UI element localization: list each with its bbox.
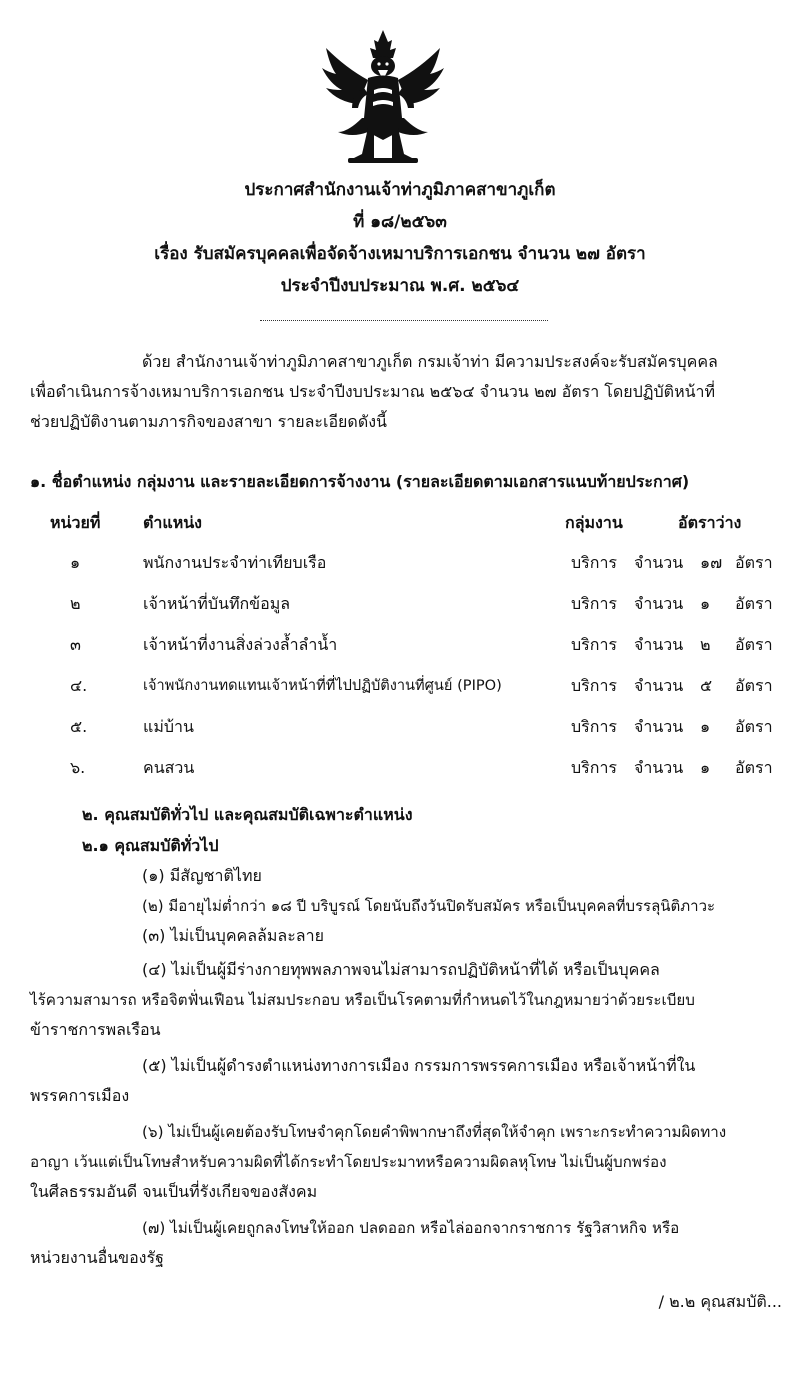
header-unit: หน่วยที่ (50, 513, 101, 532)
row-unit: ๕. (70, 717, 88, 736)
section-1-title: ๑. ชื่อตำแหน่ง กลุ่มงาน และรายละเอียดการจ้างงาน (รายละเอียดตามเอกสารแนบท้ายประกาศ) (30, 472, 690, 491)
intro-line: เพื่อดำเนินการจ้างเหมาบริการเอกชน ประจำปีงบประมาณ ๒๕๖๔ จำนวน ๒๗ อัตรา โดยปฏิบัติหน้าที่ (30, 382, 716, 401)
intro-line: ช่วยปฏิบัติงานตามภารกิจของสาขา รายละเอียดดังนี้ (30, 412, 387, 431)
row-position: เจ้าหน้าที่งานสิ่งล่วงล้ำลำน้ำ (143, 635, 338, 654)
row-group: บริการ (571, 594, 618, 613)
row-group: บริการ (571, 717, 618, 736)
intro-line: ด้วย สำนักงานเจ้าท่าภูมิภาคสาขาภูเก็ต กรมเจ้าท่า มีความประสงค์จะรับสมัครบุคคล (142, 352, 718, 371)
qualification-item: (๑) มีสัญชาติไทย (142, 866, 262, 885)
qualification-item: หน่วยงานอื่นของรัฐ (30, 1248, 164, 1267)
row-unit: ๔. (70, 676, 88, 695)
qualification-item: ข้าราชการพลเรือน (30, 1020, 161, 1039)
dotted-divider (260, 320, 548, 321)
announcement-number: ที่ ๑๘/๒๕๖๓ (353, 212, 447, 232)
row-count-label: จำนวน (634, 553, 684, 572)
qualification-item: (๗) ไม่เป็นผู้เคยถูกลงโทษให้ออก ปลดออก หรือไล่ออกจากราชการ รัฐวิสาหกิจ หรือ (142, 1219, 680, 1237)
row-unit: ๖. (70, 758, 86, 777)
announcement-fiscal-year: ประจำปีงบประมาณ พ.ศ. ๒๕๖๔ (280, 276, 520, 296)
row-position: เจ้าพนักงานทดแทนเจ้าหน้าที่ที่ไปปฏิบัติงานที่ศูนย์ (PIPO) (143, 677, 502, 694)
row-count: ๑ (700, 758, 711, 777)
qualification-item: พรรคการเมือง (30, 1086, 130, 1105)
section-2-title: ๒. คุณสมบัติทั่วไป และคุณสมบัติเฉพาะตำแหน่ง (82, 805, 413, 824)
row-position: คนสวน (143, 758, 195, 777)
qualification-item: ในศีลธรรมอันดี จนเป็นที่รังเกียจของสังคม (30, 1182, 318, 1201)
row-count-label: จำนวน (634, 676, 684, 695)
row-position: เจ้าหน้าที่บันทึกข้อมูล (143, 594, 291, 613)
table-row (0, 674, 800, 696)
row-unit: ๑ (70, 553, 81, 572)
qualification-item: ไร้ความสามารถ หรือจิตฟั่นเฟือน ไม่สมประกอบ หรือเป็นโรคตามที่กำหนดไว้ในกฎหมายว่าด้วยระเบียบ (30, 991, 695, 1009)
garuda-emblem-icon (318, 28, 448, 166)
positions-table-header (0, 511, 800, 533)
table-row (0, 756, 800, 778)
header-vacancy: อัตราว่าง (678, 513, 742, 532)
table-row (0, 551, 800, 573)
row-rate: อัตรา (735, 676, 773, 695)
announcement-title: ประกาศสำนักงานเจ้าท่าภูมิภาคสาขาภูเก็ต (244, 180, 556, 200)
row-group: บริการ (571, 758, 618, 777)
row-rate: อัตรา (735, 717, 773, 736)
row-count: ๑ (700, 717, 711, 736)
qualification-item: อาญา เว้นแต่เป็นโทษสำหรับความผิดที่ได้กระทำโดยประมาทหรือความผิดลหุโทษ ไม่เป็นผู้บกพร่อง (30, 1153, 667, 1171)
header-position: ตำแหน่ง (143, 513, 202, 532)
qualification-item: (๒) มีอายุไม่ต่ำกว่า ๑๘ ปี บริบูรณ์ โดยนับถึงวันปิดรับสมัคร หรือเป็นบุคคลที่บรรลุนิติภาวะ (142, 897, 716, 915)
row-count: ๒ (700, 635, 711, 654)
table-row (0, 715, 800, 737)
row-rate: อัตรา (735, 635, 773, 654)
row-position: พนักงานประจำท่าเทียบเรือ (143, 553, 327, 572)
qualification-item: (๖) ไม่เป็นผู้เคยต้องรับโทษจำคุกโดยคำพิพากษาถึงที่สุดให้จำคุก เพราะกระทำความผิดทาง (142, 1123, 727, 1141)
row-group: บริการ (571, 676, 618, 695)
row-group: บริการ (571, 553, 618, 572)
row-count: ๑๗ (700, 553, 723, 572)
row-unit: ๒ (70, 594, 81, 613)
row-rate: อัตรา (735, 594, 773, 613)
row-rate: อัตรา (735, 553, 773, 572)
row-position: แม่บ้าน (143, 717, 194, 736)
qualification-item: (๕) ไม่เป็นผู้ดำรงตำแหน่งทางการเมือง กรรมการพรรคการเมือง หรือเจ้าหน้าที่ใน (142, 1056, 696, 1075)
row-count-label: จำนวน (634, 635, 684, 654)
page-continuation: / ๒.๒ คุณสมบัติ... (658, 1292, 782, 1311)
row-count: ๕ (700, 676, 713, 695)
section-2-1-title: ๒.๑ คุณสมบัติทั่วไป (82, 836, 219, 855)
header-group: กลุ่มงาน (565, 513, 623, 532)
row-rate: อัตรา (735, 758, 773, 777)
row-count-label: จำนวน (634, 758, 684, 777)
table-row (0, 633, 800, 655)
qualification-item: (๔) ไม่เป็นผู้มีร่างกายทุพพลภาพจนไม่สามารถปฏิบัติหน้าที่ได้ หรือเป็นบุคคล (142, 960, 660, 979)
row-unit: ๓ (70, 635, 81, 654)
table-row (0, 592, 800, 614)
announcement-subject: เรื่อง รับสมัครบุคคลเพื่อจัดจ้างเหมาบริการเอกชน จำนวน ๒๗ อัตรา (154, 244, 646, 264)
row-group: บริการ (571, 635, 618, 654)
row-count: ๑ (700, 594, 711, 613)
qualification-item: (๓) ไม่เป็นบุคคลล้มละลาย (142, 926, 324, 945)
row-count-label: จำนวน (634, 594, 684, 613)
row-count-label: จำนวน (634, 717, 684, 736)
